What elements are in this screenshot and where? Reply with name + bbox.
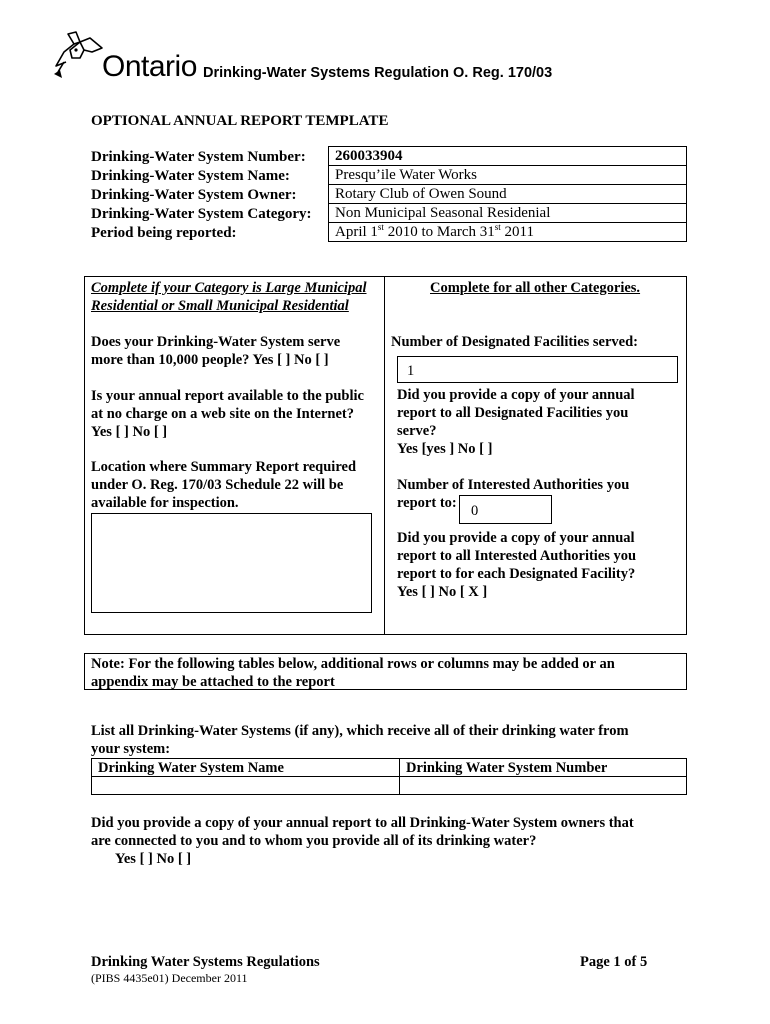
facilities-served-label: Number of Designated Facilities served:	[391, 334, 638, 350]
trillium-icon	[50, 28, 106, 84]
facilities-copy-question-3: serve?	[397, 423, 437, 439]
large-municipal-heading-2: Residential or Small Municipal Residential	[91, 298, 349, 314]
authorities-copy-answer[interactable]: Yes [ ] No [ X ]	[397, 584, 488, 600]
system-name-label: Drinking-Water System Name:	[91, 168, 290, 184]
period-value[interactable]: April 1st 2010 to March 31st 2011	[335, 222, 534, 240]
report-title: OPTIONAL ANNUAL REPORT TEMPLATE	[91, 113, 389, 129]
large-municipal-heading: Complete if your Category is Large Municipal	[91, 280, 367, 296]
serve-10000-question: Does your Drinking-Water System serve	[91, 334, 341, 350]
owners-copy-question: Did you provide a copy of your annual report to all Drinking-Water System owners that	[91, 815, 634, 831]
web-availability-answer[interactable]: Yes [ ] No [ ]	[91, 424, 168, 440]
system-category-label: Drinking-Water System Category:	[91, 206, 312, 222]
system-owner-value[interactable]: Rotary Club of Owen Sound	[335, 186, 507, 202]
systems-list-intro: List all Drinking-Water Systems (if any), which receive all of their drinking water from	[91, 723, 629, 739]
other-categories-heading: Complete for all other Categories.	[430, 280, 641, 296]
ontario-logo	[50, 28, 210, 84]
system-owner-label: Drinking-Water System Owner:	[91, 187, 297, 203]
authorities-label-2: report to:	[397, 495, 457, 511]
authorities-copy-question-3: report to for each Designated Facility?	[397, 566, 636, 582]
footer-code: (PIBS 4435e01) December 2011	[91, 971, 248, 985]
facilities-served-field[interactable]	[397, 356, 678, 383]
summary-location-label-3: available for inspection.	[91, 495, 239, 511]
col-system-name: Drinking Water System Name	[98, 760, 284, 776]
facilities-copy-answer[interactable]: Yes [yes ] No [ ]	[397, 441, 493, 457]
note-text-2: appendix may be attached to the report	[91, 674, 335, 690]
regulation-title: Drinking-Water Systems Regulation O. Reg. 170/03	[203, 65, 553, 81]
logo-wordmark: Ontario	[102, 50, 197, 83]
system-number-value[interactable]: 260033904	[335, 148, 403, 164]
web-availability-question-2: at no charge on a web site on the Internet?	[91, 406, 354, 422]
period-label: Period being reported:	[91, 225, 237, 241]
footer-title: Drinking Water Systems Regulations	[91, 954, 320, 970]
serve-10000-answer[interactable]: more than 10,000 people? Yes [ ] No [ ]	[91, 352, 329, 368]
page-number: Page 1 of 5	[580, 954, 648, 970]
owners-copy-answer[interactable]: Yes [ ] No [ ]	[115, 851, 192, 867]
owners-copy-question-2: are connected to you and to whom you provide all of its drinking water?	[91, 833, 537, 849]
system-name-value[interactable]: Presqu’ile Water Works	[335, 167, 478, 183]
system-number-label: Drinking-Water System Number:	[91, 149, 306, 165]
systems-list-intro-2: your system:	[91, 741, 171, 757]
summary-location-label: Location where Summary Report required	[91, 459, 357, 475]
authorities-value: 0	[471, 503, 479, 519]
summary-location-label-2: under O. Reg. 170/03 Schedule 22 will be	[91, 477, 344, 493]
authorities-label: Number of Interested Authorities you	[397, 477, 630, 493]
summary-location-field[interactable]	[91, 513, 372, 613]
authorities-copy-question-2: report to all Interested Authorities you	[397, 548, 637, 564]
facilities-copy-question-2: report to all Designated Facilities you	[397, 405, 629, 421]
note-text: Note: For the following tables below, additional rows or columns may be added or an	[91, 656, 615, 672]
authorities-copy-question: Did you provide a copy of your annual	[397, 530, 635, 546]
systems-table-row[interactable]	[92, 777, 686, 794]
facilities-copy-question: Did you provide a copy of your annual	[397, 387, 635, 403]
col-system-number: Drinking Water System Number	[406, 760, 608, 776]
web-availability-question: Is your annual report available to the public	[91, 388, 364, 404]
system-category-value[interactable]: Non Municipal Seasonal Residenial	[335, 205, 551, 221]
facilities-served-value: 1	[407, 363, 415, 379]
